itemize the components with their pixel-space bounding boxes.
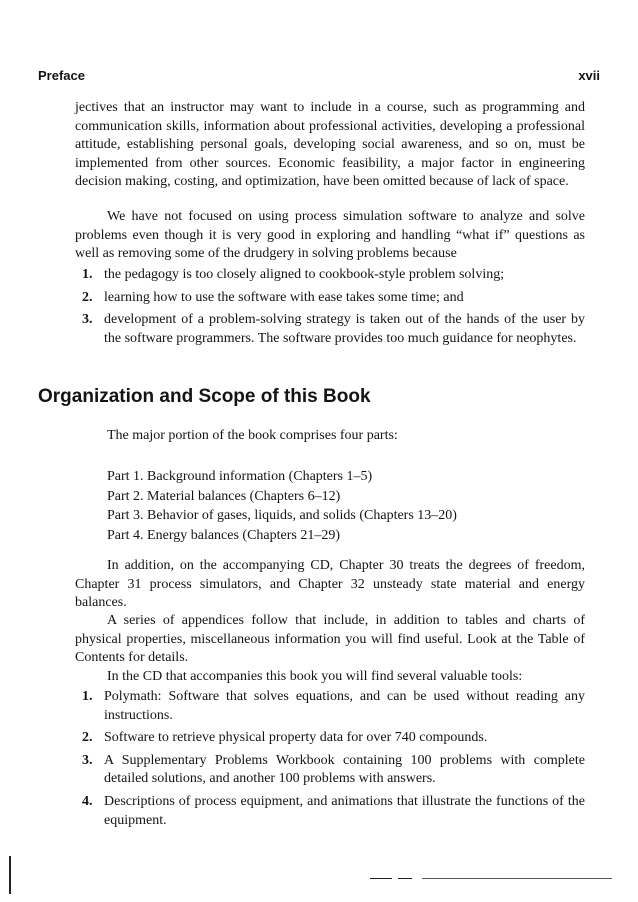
list-item-text: learning how to use the software with ease takes some time; and — [104, 289, 464, 305]
part-item: Part 1. Background information (Chapters 1–5) — [107, 469, 373, 484]
paragraph-cd-tools: In the CD that accompanies this book you will find several valuable tools: — [107, 669, 523, 684]
scan-mark-line — [422, 878, 612, 879]
part-item: Part 4. Energy balances (Chapters 21–29) — [107, 527, 341, 543]
list-item-number: 1. — [82, 267, 93, 282]
list-item — [75, 289, 585, 308]
binding-edge-line — [9, 856, 11, 894]
list-item-text: Descriptions of process equipment, and animations that illustrate the functions of the equipment. — [104, 793, 585, 828]
running-head — [38, 68, 600, 86]
list-item-number: 3. — [82, 752, 93, 768]
list-item-text: A Supplementary Problems Workbook containing 100 problems with complete detailed solutions, and another 100 problems with answers. — [104, 752, 585, 787]
section-intro: The major portion of the book comprises four parts: — [107, 428, 398, 443]
reasons-list — [75, 266, 585, 352]
list-item-text: Polymath: Software that solves equations, and can be used without reading any instructions. — [104, 689, 585, 723]
tools-list — [75, 688, 585, 834]
section-heading: Organization and Scope of this Book — [38, 386, 371, 407]
paragraph-appendices: A series of appendices follow that include, in addition to tables and charts of physical properties, miscellaneous information you will find useful. Look at the Table of Contents for details. — [75, 613, 585, 666]
list-item-text: Software to retrieve physical property data for over 740 compounds. — [104, 730, 488, 746]
list-item-number: 2. — [82, 289, 93, 305]
list-item-text: the pedagogy is too closely aligned to cookbook-style problem solving; — [104, 267, 505, 282]
page-number: xvii — [578, 68, 600, 83]
list-item-number: 4. — [82, 793, 93, 809]
part-item: Part 3. Behavior of gases, liquids, and solids (Chapters 13–20) — [107, 508, 457, 523]
list-item-number: 3. — [82, 312, 93, 328]
list-item — [75, 311, 585, 348]
paragraph-cd-chapters: In addition, on the accompanying CD, Chapter 30 treats the degrees of freedom, Chapter 31 process simulators, and Chapter 32 unsteady state material and energy balances. — [75, 558, 585, 611]
running-head-section: Preface — [38, 68, 85, 83]
list-item-number: 2. — [82, 730, 93, 746]
scan-mark-dash — [370, 878, 392, 879]
parts-list — [107, 467, 457, 545]
list-item-text: development of a problem-solving strategy is taken out of the hands of the user by the software programmers. The software provides too much guidance for neophytes. — [104, 312, 585, 346]
paragraph-process-simulation: We have not focused on using process simulation software to analyze and solve problems even though it is very good in exploring and handling “what if” questions as well as removing some of the drudgery in solving problems because — [75, 209, 585, 262]
list-item-number: 1. — [82, 689, 93, 704]
scan-mark-dash — [398, 878, 412, 879]
list-item — [75, 266, 585, 285]
part-item: Part 2. Material balances (Chapters 6–12) — [107, 488, 341, 504]
list-item — [75, 688, 585, 725]
list-item — [75, 729, 585, 748]
paragraph-objectives-continued: jectives that an instructor may want to include in a course, such as programming and communication skills, information about professional activities, developing a professional attitude, establishing personal goals, developing social awareness, and so on, must be implemented from other sources. Economic feasibility, a major factor in engineering decision making, costing, and optimization, have been omitted because of lack of space. — [75, 100, 585, 190]
list-item — [75, 752, 585, 789]
list-item — [75, 793, 585, 830]
